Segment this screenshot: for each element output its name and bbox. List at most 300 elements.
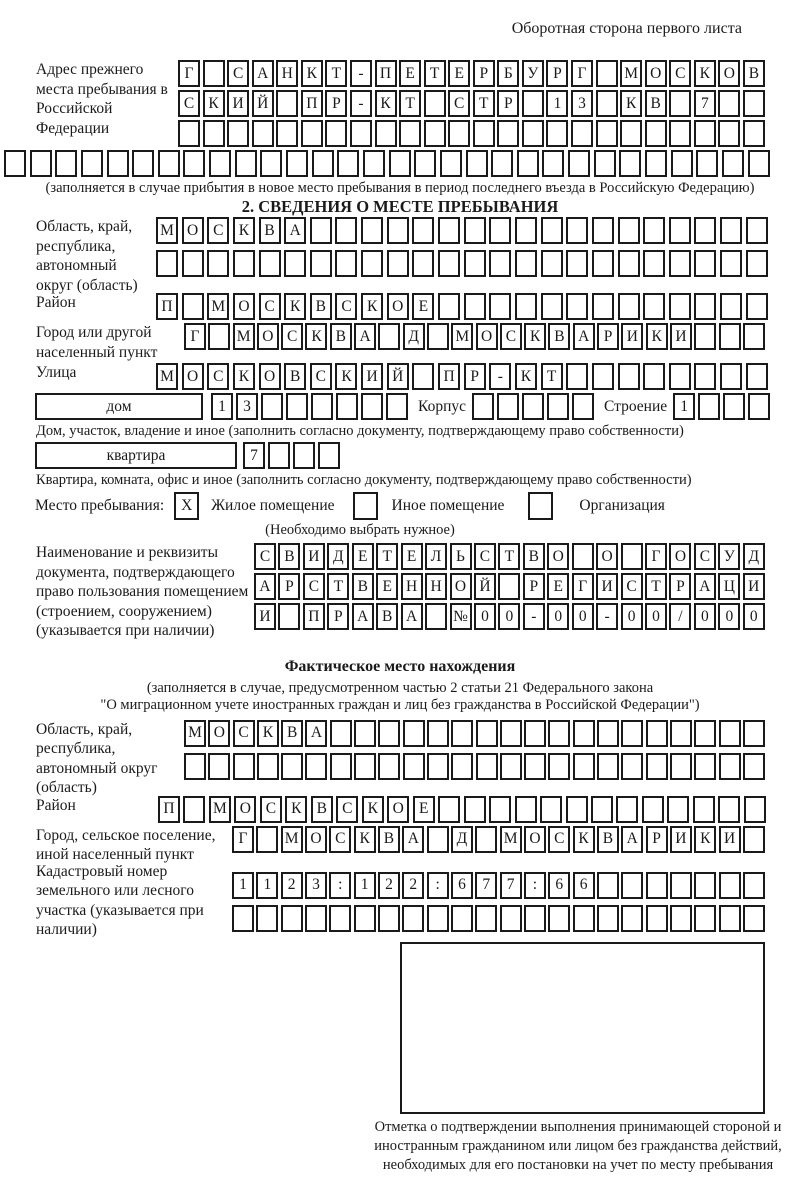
char-cell: [318, 442, 340, 469]
char-cell: Т: [498, 543, 520, 570]
actual-location-note-2: "О миграционном учете иностранных граждан и лиц без гражданства в Российской Федерации"): [100, 696, 700, 713]
char-cell: [451, 753, 473, 780]
char-cell: [257, 753, 279, 780]
char-cell: [259, 250, 281, 277]
cadastral-grid: [232, 872, 765, 932]
char-cell: [387, 217, 409, 244]
char-cell: С: [178, 90, 200, 117]
char-cell: О: [387, 796, 409, 823]
char-cell: [643, 250, 665, 277]
char-cell: [719, 323, 741, 350]
char-grid-street: [156, 363, 768, 390]
char-cell: П: [301, 90, 323, 117]
char-cell: [361, 217, 383, 244]
char-cell: Р: [497, 90, 519, 117]
char-cell: [643, 363, 665, 390]
char-cell: А: [694, 573, 716, 600]
char-cell: И: [621, 323, 643, 350]
char-cell: А: [305, 720, 327, 747]
char-cell: [30, 150, 52, 177]
char-cell: [620, 120, 642, 147]
char-cell: [500, 720, 522, 747]
char-cell: [694, 872, 716, 899]
actual-district-label: Район: [36, 796, 76, 814]
char-cell: 0: [645, 603, 667, 630]
char-cell: Т: [424, 60, 446, 87]
char-cell: [427, 826, 449, 853]
char-cell: М: [451, 323, 473, 350]
char-cell: В: [597, 826, 619, 853]
char-cell: [694, 250, 716, 277]
char-cell: [619, 150, 641, 177]
char-cell: И: [227, 90, 249, 117]
char-grid-house: [211, 393, 408, 420]
char-cell: [387, 250, 409, 277]
char-cell: [592, 217, 614, 244]
char-cell: П: [303, 603, 325, 630]
char-cell: Д: [451, 826, 473, 853]
char-cell: Е: [376, 573, 398, 600]
char-cell: [743, 753, 765, 780]
char-cell: С: [254, 543, 276, 570]
char-cell: А: [401, 603, 423, 630]
char-cell: [744, 796, 766, 823]
char-cell: [310, 250, 332, 277]
field-stay-type: [0, 492, 800, 521]
char-cell: [743, 720, 765, 747]
char-cell: [548, 753, 570, 780]
apartment-box-label: квартира: [35, 442, 237, 469]
char-cell: [573, 753, 595, 780]
char-cell: [621, 872, 643, 899]
char-cell: А: [402, 826, 424, 853]
char-cell: [427, 323, 449, 350]
option-inoe-label: Иное помещение: [391, 497, 505, 514]
stamp-note: Отметка о подтверждении выполнения принимающей стороной и иностранным гражданином или лицом без гражданства действий, необходимых для его постановки на учет по месту пребывания: [374, 1118, 782, 1173]
char-cell: Р: [327, 603, 349, 630]
char-cell: П: [156, 293, 178, 320]
char-cell: [252, 120, 274, 147]
city-label: Город или другой населенный пункт: [36, 324, 158, 361]
char-cell: [261, 393, 283, 420]
char-cell: [286, 150, 308, 177]
char-cell: [268, 442, 290, 469]
char-cell: 2: [402, 872, 424, 899]
char-grid-actual-region-2: [184, 753, 765, 780]
char-cell: Н: [401, 573, 423, 600]
char-cell: К: [233, 217, 255, 244]
char-cell: [667, 796, 689, 823]
char-cell: 1: [232, 872, 254, 899]
char-cell: К: [301, 60, 323, 87]
char-cell: [618, 293, 640, 320]
char-cell: О: [645, 60, 667, 87]
char-cell: О: [305, 826, 327, 853]
char-cell: 0: [718, 603, 740, 630]
char-cell: [305, 905, 327, 932]
prev-address-label: Адрес прежнего места пребывания в Российской Федерации: [36, 61, 168, 137]
char-cell: [719, 905, 741, 932]
char-cell: [594, 150, 616, 177]
char-cell: [412, 250, 434, 277]
char-cell: [402, 905, 424, 932]
char-cell: К: [375, 90, 397, 117]
checkbox-organizatsiya: [528, 492, 553, 520]
char-cell: [399, 120, 421, 147]
char-cell: [312, 150, 334, 177]
char-cell: [178, 120, 200, 147]
char-cell: [208, 323, 230, 350]
char-cell: [183, 150, 205, 177]
char-cell: [491, 150, 513, 177]
char-cell: [489, 217, 511, 244]
char-cell: -: [350, 60, 372, 87]
char-grid-document-3: [254, 603, 765, 630]
char-cell: Н: [276, 60, 298, 87]
char-cell: [378, 753, 400, 780]
char-cell: [515, 293, 537, 320]
char-cell: Е: [352, 543, 374, 570]
char-grid-korpus: [472, 393, 594, 420]
char-cell: Р: [464, 363, 486, 390]
char-cell: [260, 150, 282, 177]
char-cell: [515, 796, 537, 823]
char-cell: [451, 720, 473, 747]
char-cell: Р: [278, 573, 300, 600]
char-cell: [592, 250, 614, 277]
char-grid-prev-address-4: [4, 150, 770, 177]
char-cell: [670, 905, 692, 932]
char-cell: [325, 120, 347, 147]
char-cell: [571, 120, 593, 147]
char-cell: 0: [474, 603, 496, 630]
char-cell: И: [670, 826, 692, 853]
char-cell: /: [669, 603, 691, 630]
char-cell: [694, 363, 716, 390]
char-cell: В: [376, 603, 398, 630]
field-actual-city: [0, 826, 800, 862]
char-cell: Е: [413, 796, 435, 823]
char-cell: [541, 293, 563, 320]
char-cell: [438, 796, 460, 823]
char-cell: [621, 720, 643, 747]
char-cell: [414, 150, 436, 177]
char-cell: [540, 796, 562, 823]
char-cell: -: [596, 603, 618, 630]
char-cell: [500, 905, 522, 932]
char-cell: [412, 217, 434, 244]
char-cell: [698, 393, 720, 420]
char-cell: [286, 393, 308, 420]
char-cell: [476, 720, 498, 747]
char-cell: [646, 753, 668, 780]
char-cell: Д: [403, 323, 425, 350]
char-cell: [472, 393, 494, 420]
char-cell: С: [548, 826, 570, 853]
char-cell: [203, 120, 225, 147]
char-cell: [427, 753, 449, 780]
field-apartment: [0, 442, 800, 471]
char-cell: [337, 150, 359, 177]
char-cell: -: [350, 90, 372, 117]
char-cell: 3: [236, 393, 258, 420]
char-cell: М: [500, 826, 522, 853]
char-cell: Р: [523, 573, 545, 600]
char-grid-region-1: [156, 217, 768, 244]
char-cell: И: [670, 323, 692, 350]
char-cell: [693, 796, 715, 823]
prev-address-grid: [178, 60, 765, 147]
char-cell: [464, 796, 486, 823]
char-cell: П: [438, 363, 460, 390]
char-cell: [694, 120, 716, 147]
char-cell: Ь: [450, 543, 472, 570]
char-cell: [522, 120, 544, 147]
char-grid-region-2: [156, 250, 768, 277]
char-cell: [329, 905, 351, 932]
char-cell: [361, 393, 383, 420]
char-cell: О: [259, 363, 281, 390]
option-organizatsiya-label: Организация: [579, 497, 665, 514]
char-cell: [694, 720, 716, 747]
char-cell: А: [573, 323, 595, 350]
char-cell: Т: [325, 60, 347, 87]
char-cell: 3: [571, 90, 593, 117]
char-cell: 6: [548, 872, 570, 899]
char-cell: [203, 60, 225, 87]
char-cell: [4, 150, 26, 177]
char-cell: Т: [376, 543, 398, 570]
char-cell: [746, 363, 768, 390]
char-cell: О: [547, 543, 569, 570]
char-cell: М: [281, 826, 303, 853]
char-cell: [597, 753, 619, 780]
char-cell: [182, 293, 204, 320]
char-grid-prev-address-3: [178, 120, 765, 147]
char-cell: У: [522, 60, 544, 87]
char-grid-actual-city: [232, 826, 765, 853]
char-cell: [515, 250, 537, 277]
char-cell: М: [209, 796, 231, 823]
char-cell: И: [596, 573, 618, 600]
char-cell: [670, 720, 692, 747]
char-grid-stroenie: [673, 393, 770, 420]
char-cell: [669, 90, 691, 117]
char-cell: [597, 905, 619, 932]
district-label: Район: [36, 294, 76, 311]
char-grid-apartment: [243, 442, 340, 469]
char-cell: [305, 753, 327, 780]
char-cell: К: [285, 796, 307, 823]
char-cell: [209, 150, 231, 177]
char-cell: [541, 250, 563, 277]
char-cell: Е: [401, 543, 423, 570]
char-cell: [235, 150, 257, 177]
char-cell: [743, 120, 765, 147]
char-cell: [720, 363, 742, 390]
char-cell: О: [476, 323, 498, 350]
char-cell: [670, 872, 692, 899]
char-cell: И: [254, 603, 276, 630]
char-cell: [597, 720, 619, 747]
char-cell: [498, 573, 520, 600]
char-cell: [573, 905, 595, 932]
char-cell: [361, 250, 383, 277]
char-cell: [748, 150, 770, 177]
char-cell: [440, 150, 462, 177]
field-district: [0, 293, 800, 323]
char-cell: Г: [572, 573, 594, 600]
char-grid-document-2: [254, 573, 765, 600]
char-cell: [278, 603, 300, 630]
char-cell: [233, 250, 255, 277]
char-cell: Н: [425, 573, 447, 600]
char-cell: В: [259, 217, 281, 244]
char-cell: [568, 150, 590, 177]
char-cell: Ц: [718, 573, 740, 600]
char-cell: [403, 753, 425, 780]
char-cell: 6: [573, 872, 595, 899]
char-cell: М: [233, 323, 255, 350]
char-cell: [596, 120, 618, 147]
char-cell: [354, 753, 376, 780]
char-cell: :: [427, 872, 449, 899]
field-document: [0, 543, 800, 641]
char-cell: [427, 720, 449, 747]
char-cell: Т: [399, 90, 421, 117]
char-cell: [207, 250, 229, 277]
char-cell: В: [645, 90, 667, 117]
char-cell: [424, 120, 446, 147]
char-cell: О: [257, 323, 279, 350]
char-cell: К: [620, 90, 642, 117]
char-cell: [718, 120, 740, 147]
char-cell: [566, 363, 588, 390]
char-grid-city: [184, 323, 765, 350]
document-label: Наименование и реквизиты документа, подтверждающего право пользования помещением (строением, сооружением) (указывается при наличии): [36, 544, 249, 639]
char-cell: Р: [646, 826, 668, 853]
char-cell: О: [387, 293, 409, 320]
char-cell: [497, 393, 519, 420]
char-cell: [746, 217, 768, 244]
char-cell: [671, 150, 693, 177]
char-cell: [475, 826, 497, 853]
region-label: Область, край, республика, автономный округ (область): [36, 218, 138, 294]
char-cell: К: [694, 60, 716, 87]
char-cell: К: [361, 293, 383, 320]
char-cell: И: [719, 826, 741, 853]
char-cell: [548, 905, 570, 932]
char-cell: [515, 217, 537, 244]
char-cell: 6: [451, 872, 473, 899]
char-cell: [748, 393, 770, 420]
char-cell: [720, 217, 742, 244]
char-cell: 2: [378, 872, 400, 899]
char-cell: К: [646, 323, 668, 350]
char-cell: -: [523, 603, 545, 630]
char-cell: М: [620, 60, 642, 87]
char-cell: 7: [243, 442, 265, 469]
char-cell: [464, 250, 486, 277]
char-cell: [378, 905, 400, 932]
char-cell: [592, 293, 614, 320]
char-cell: [743, 872, 765, 899]
char-cell: [618, 250, 640, 277]
char-cell: [293, 442, 315, 469]
char-cell: [621, 543, 643, 570]
char-cell: [132, 150, 154, 177]
char-cell: С: [310, 363, 332, 390]
field-region: [0, 217, 800, 293]
char-cell: Г: [571, 60, 593, 87]
char-cell: [451, 905, 473, 932]
region-grid: [156, 217, 768, 277]
char-cell: С: [207, 217, 229, 244]
char-cell: [412, 363, 434, 390]
char-cell: [335, 250, 357, 277]
char-cell: [310, 217, 332, 244]
char-cell: [386, 393, 408, 420]
char-cell: Г: [232, 826, 254, 853]
char-cell: [489, 250, 511, 277]
char-cell: Г: [645, 543, 667, 570]
char-cell: С: [694, 543, 716, 570]
field-house: [0, 393, 800, 422]
char-cell: :: [524, 872, 546, 899]
char-cell: [489, 796, 511, 823]
char-cell: [743, 826, 765, 853]
actual-location-note-1: (заполняется в случае, предусмотренном частью 2 статьи 21 Федерального закона: [146, 679, 654, 696]
char-cell: [572, 393, 594, 420]
char-cell: [276, 90, 298, 117]
char-grid-cadastral-2: [232, 905, 765, 932]
char-cell: 7: [500, 872, 522, 899]
char-cell: В: [311, 796, 333, 823]
char-cell: [592, 363, 614, 390]
char-cell: [696, 150, 718, 177]
char-cell: [566, 293, 588, 320]
char-cell: И: [303, 543, 325, 570]
char-cell: А: [354, 323, 376, 350]
char-cell: [694, 217, 716, 244]
char-cell: [256, 905, 278, 932]
char-cell: К: [515, 363, 537, 390]
char-cell: 0: [572, 603, 594, 630]
char-cell: Е: [547, 573, 569, 600]
char-cell: С: [281, 323, 303, 350]
char-cell: [669, 217, 691, 244]
char-cell: 0: [547, 603, 569, 630]
char-cell: С: [500, 323, 522, 350]
char-cell: [403, 720, 425, 747]
char-cell: А: [284, 217, 306, 244]
char-cell: [645, 120, 667, 147]
char-cell: [566, 250, 588, 277]
char-cell: [524, 720, 546, 747]
char-cell: 2: [281, 872, 303, 899]
char-cell: [476, 753, 498, 780]
char-cell: Й: [474, 573, 496, 600]
char-cell: В: [278, 543, 300, 570]
char-cell: С: [336, 796, 358, 823]
char-cell: 0: [743, 603, 765, 630]
char-cell: [158, 150, 180, 177]
char-cell: К: [305, 323, 327, 350]
char-cell: В: [284, 363, 306, 390]
actual-location-title: Фактическое место нахождения: [284, 657, 516, 675]
char-cell: М: [156, 217, 178, 244]
char-cell: [489, 293, 511, 320]
